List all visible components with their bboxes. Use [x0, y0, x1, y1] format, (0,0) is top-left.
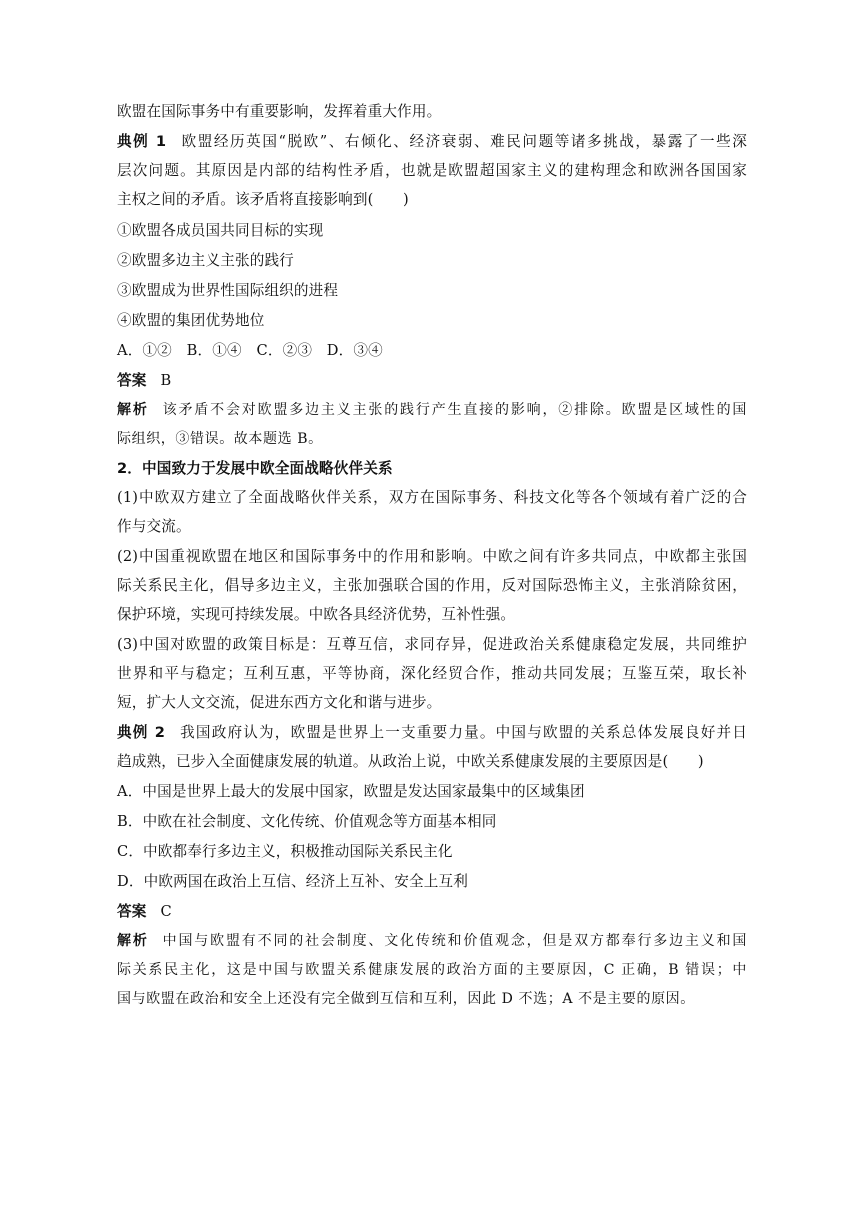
section2-p3-line-3: 短，扩大人文交流，促进东西方文化和谐与进步。: [117, 694, 442, 711]
answer-value: C: [160, 903, 172, 920]
intro-line: 欧盟在国际事务中有重要影响，发挥着重大作用。: [117, 103, 442, 120]
example2-analysis-line-2: 际关系民主化，这是中国与欧盟关系健康发展的政治方面的主要原因，C 正确，B 错误；中: [117, 962, 747, 978]
example1-answer: [117, 371, 747, 391]
section2-p2-line-1: (2)中国重视欧盟在地区和国际事务中的作用和影响。中欧之间有许多共同点，中欧都主张国: [117, 548, 747, 565]
section2-p2-line-3: 保护环境，实现可持续发展。中欧各具经济优势，互补性强。: [117, 606, 516, 623]
section2-heading: 2．中国致力于发展中欧全面战略伙伴关系: [117, 460, 393, 477]
example2-line-2: 趋成熟，已步入全面健康发展的轨道。从政治上说，中欧关系健康发展的主要原因是( ): [117, 753, 704, 770]
example1-label: 典例 1: [117, 133, 167, 150]
answer-label: 答案: [117, 903, 147, 920]
example2-option-b: B．中欧在社会制度、文化传统、价值观念等方面基本相同: [117, 813, 497, 830]
section2-p1-line-2: 作与交流。: [117, 518, 191, 535]
section2-p2-line-2: 际关系民主化，倡导多边主义，主张加强联合国的作用，反对国际恐怖主义，主张消除贫困，: [117, 577, 747, 594]
example2-option-d: D．中欧两国在政治上互信、经济上互补、安全上互利: [117, 873, 468, 890]
analysis-label: 解析: [117, 933, 149, 949]
example2-analysis-line-1: 解析 中国与欧盟有不同的社会制度、文化传统和价值观念，但是双方都奉行多边主义和国: [117, 933, 747, 949]
section2-p3-line-2: 世界和平与稳定；互利互惠，平等协商，深化经贸合作，推动共同发展；互鉴互荣，取长补: [117, 665, 747, 682]
example2-answer: [117, 902, 747, 922]
example1-line-1: 典例 1 欧盟经历英国“脱欧”、右倾化、经济衰弱、难民问题等诸多挑战，暴露了一些深: [117, 133, 747, 150]
example2-option-a: A．中国是世界上最大的发展中国家，欧盟是发达国家最集中的区域集团: [117, 783, 585, 800]
example1-options: A．①② B．①④ C．②③ D．③④: [117, 342, 383, 359]
example2-option-c: C．中欧都奉行多边主义，积极推动国际关系民主化: [117, 843, 453, 860]
example1-item-4: ④欧盟的集团优势地位: [117, 312, 265, 329]
example1-analysis-line-1: 解析 该矛盾不会对欧盟多边主义主张的践行产生直接的影响，②排除。欧盟是区域性的国: [117, 402, 747, 418]
section2-p3-line-1: (3)中国对欧盟的政策目标是：互尊互信，求同存异，促进政治关系健康稳定发展，共同维护: [117, 636, 747, 653]
section2-p1-line-1: (1)中欧双方建立了全面战略伙伴关系，双方在国际事务、科技文化等各个领域有着广泛的合: [117, 489, 747, 506]
answer-label: 答案: [117, 372, 147, 389]
example1-item-3: ③欧盟成为世界性国际组织的进程: [117, 282, 339, 299]
example2-label: 典例 2: [117, 724, 166, 741]
analysis-label: 解析: [117, 402, 149, 418]
example1-item-1: ①欧盟各成员国共同目标的实现: [117, 222, 324, 239]
example2-line-1: 典例 2 我国政府认为，欧盟是世界上一支重要力量。中国与欧盟的关系总体发展良好并日: [117, 724, 747, 741]
example1-line-3: 主权之间的矛盾。该矛盾将直接影响到( ): [117, 191, 409, 208]
example1-line-2: 层次问题。其原因是内部的结构性矛盾，也就是欧盟超国家主义的建构理念和欧洲各国国家: [117, 162, 747, 179]
example1-analysis-line-2: 际组织，③错误。故本题选 B。: [117, 431, 323, 447]
example1-item-2: ②欧盟多边主义主张的践行: [117, 252, 294, 269]
answer-value: B: [160, 372, 172, 389]
example2-analysis-line-3: 国与欧盟在政治和安全上还没有完全做到互信和互利，因此 D 不选；A 不是主要的原因。: [117, 991, 695, 1007]
